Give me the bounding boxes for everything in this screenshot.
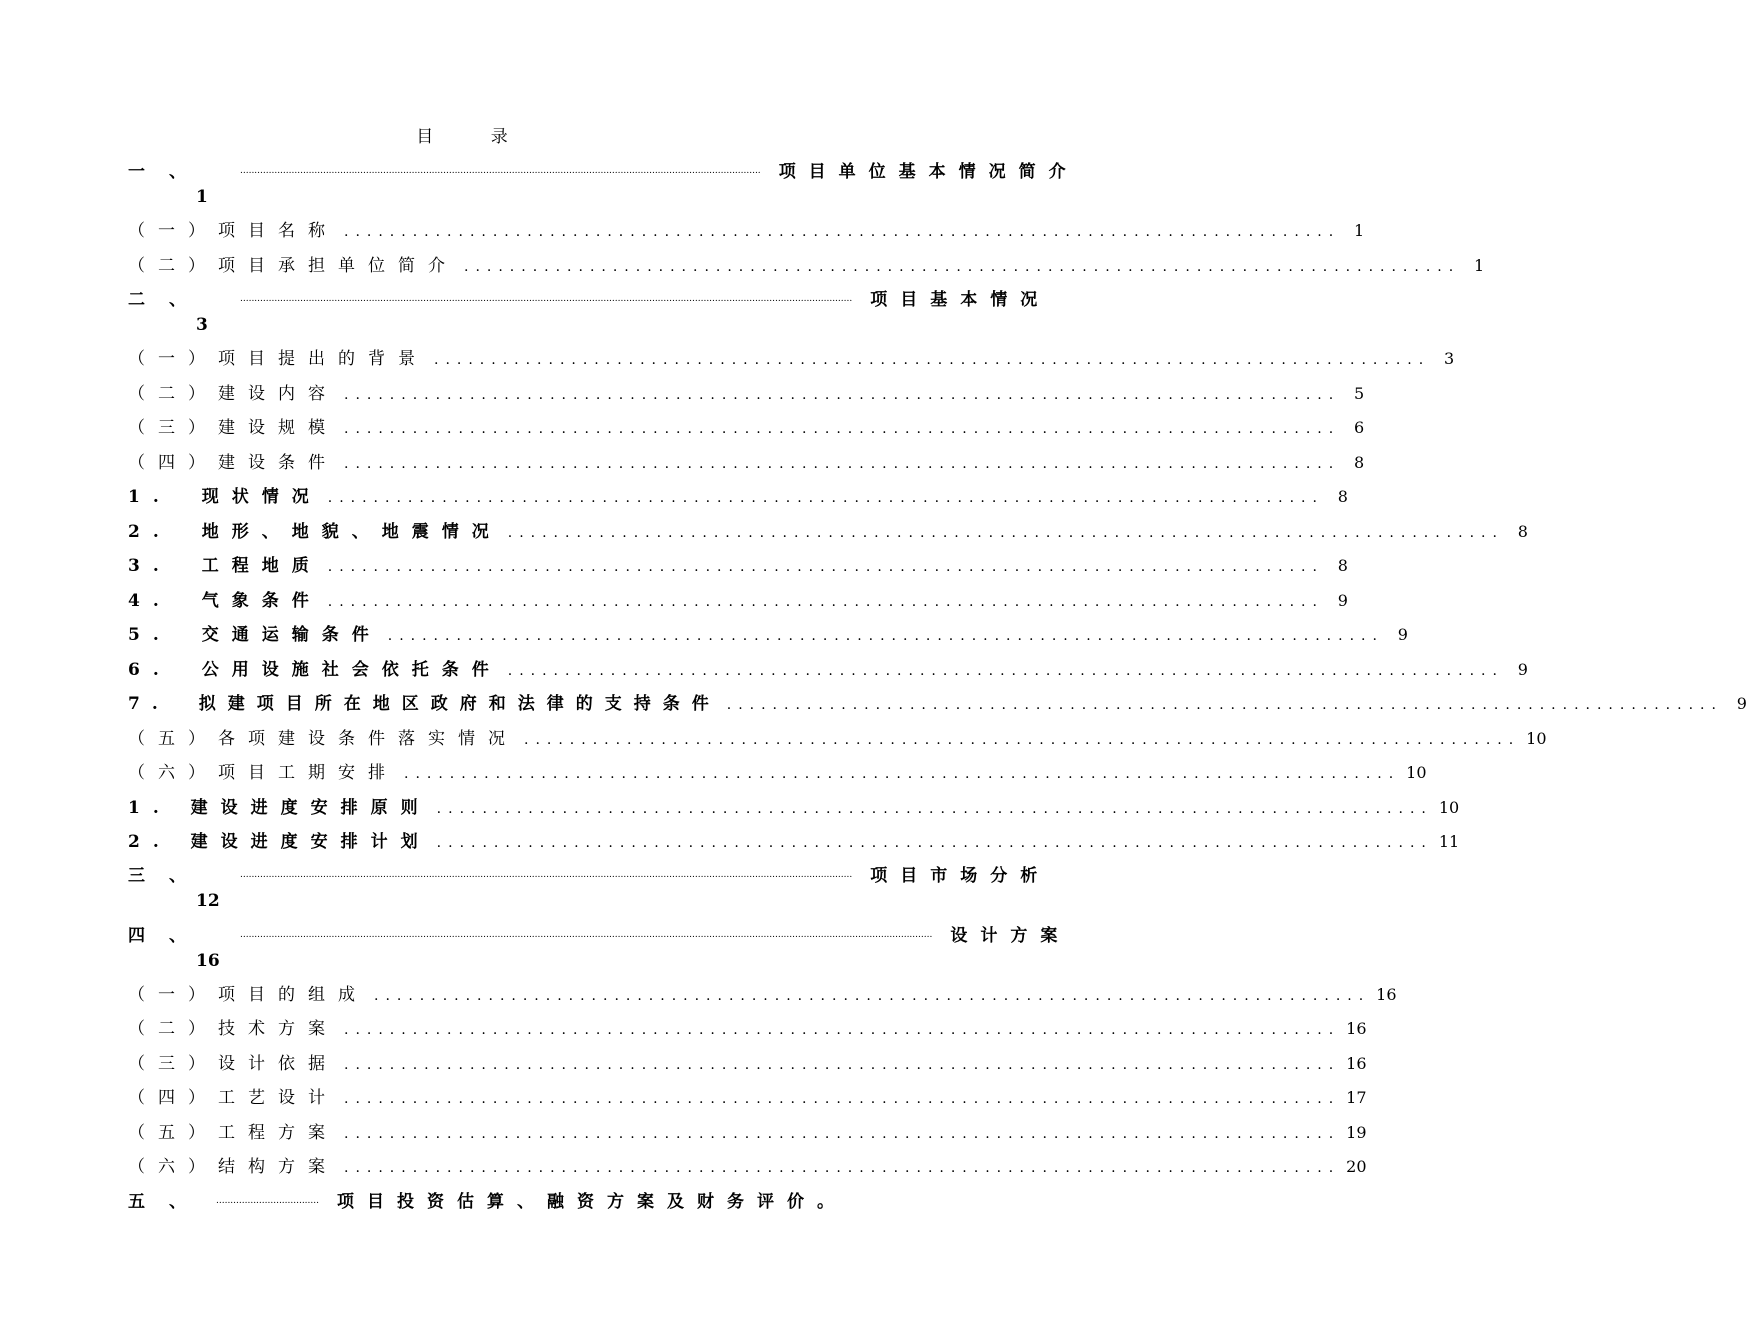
toc-page-number: 8 bbox=[1337, 487, 1348, 506]
toc-entry[interactable] bbox=[128, 1086, 1367, 1110]
toc-entry-label: 5. 交通运输条件 bbox=[128, 625, 382, 645]
toc-entry[interactable] bbox=[128, 416, 1365, 440]
toc-page-number: 10 bbox=[1406, 763, 1427, 782]
toc-entry[interactable] bbox=[128, 451, 1365, 475]
toc-page-number: 9 bbox=[1337, 591, 1348, 610]
toc-entry[interactable] bbox=[128, 1190, 847, 1214]
toc-leader-dots: ....................................................................................... bbox=[344, 1057, 1341, 1073]
toc-entry[interactable] bbox=[128, 830, 1460, 854]
toc-entry[interactable] bbox=[128, 254, 1485, 278]
toc-page-number: 8 bbox=[1337, 556, 1348, 575]
toc-entry-label: （一）项目提出的背景 bbox=[128, 349, 428, 369]
toc-entry-label: 2. 地形、地貌、地震情况 bbox=[128, 522, 502, 542]
toc-page-number: 10 bbox=[1438, 798, 1460, 817]
toc-page-number: 9 bbox=[1517, 660, 1528, 679]
toc-entry-label: 1. 建设进度安排原则 bbox=[128, 798, 431, 818]
toc-entry-label: （三）建设规模 bbox=[128, 418, 338, 438]
toc-page-number: 12 bbox=[196, 891, 220, 911]
toc-page-number: 17 bbox=[1346, 1088, 1367, 1107]
toc-entry[interactable] bbox=[128, 1121, 1367, 1145]
toc-entry[interactable] bbox=[128, 219, 1365, 243]
toc-entry[interactable] bbox=[128, 485, 1348, 509]
toc-page-number: 1 bbox=[196, 187, 208, 207]
toc-entry[interactable] bbox=[128, 623, 1408, 647]
toc-entry[interactable] bbox=[128, 1155, 1367, 1179]
toc-leader-dots: ....................................................................................... bbox=[436, 801, 1433, 817]
toc-leader-dots: ....................................................................................... bbox=[726, 697, 1723, 713]
toc-page-number: 10 bbox=[1526, 729, 1547, 748]
toc-page-number: 6 bbox=[1353, 418, 1365, 437]
toc-page-number: 3 bbox=[196, 315, 208, 335]
toc-leader-dots: ...................................................................................................................................................................................................................... bbox=[240, 294, 853, 304]
toc-entry-label: 3. 工程地质 bbox=[128, 556, 322, 576]
toc-entry-label: 1. 现状情况 bbox=[128, 487, 322, 507]
toc-entry[interactable] bbox=[128, 924, 1071, 948]
toc-page-number: 16 bbox=[196, 951, 220, 971]
toc-leader-dots: ....................................................................................... bbox=[524, 732, 1521, 748]
toc-entry-label: （四）工艺设计 bbox=[128, 1088, 338, 1108]
toc-page-number: 16 bbox=[1376, 985, 1397, 1004]
toc-page-number: 5 bbox=[1353, 384, 1365, 403]
toc-entry-label: （三）设计依据 bbox=[128, 1054, 338, 1074]
toc-leader-dots: ....................................................................................... bbox=[507, 663, 1504, 679]
toc-leader-dots: ....................................................................................... bbox=[327, 559, 1324, 575]
toc-leader-dots: ....................................................................................... bbox=[344, 421, 1341, 437]
toc-entry-label: （二）技术方案 bbox=[128, 1019, 338, 1039]
toc-page-number: 9 bbox=[1397, 625, 1408, 644]
toc-leader-dots: ....................................................................................... bbox=[344, 1091, 1341, 1107]
toc-page-number: 8 bbox=[1517, 522, 1528, 541]
toc-leader-dots: ....................................................................................... bbox=[327, 490, 1324, 506]
toc-entry-label: （一）项目名称 bbox=[128, 221, 338, 241]
toc-leader-dots: ....................................................................................... bbox=[434, 352, 1431, 368]
toc-entry-label: 项目市场分析 bbox=[870, 866, 1051, 886]
toc-entry[interactable] bbox=[128, 160, 1079, 184]
toc-entry[interactable] bbox=[128, 1052, 1367, 1076]
toc-entry[interactable] bbox=[128, 796, 1460, 820]
toc-entry[interactable] bbox=[128, 761, 1427, 785]
toc-entry-number: 一、 bbox=[128, 162, 210, 182]
toc-leader-dots: ....................................................................................... bbox=[436, 835, 1433, 851]
toc-leader-dots: ....................................................................................... bbox=[464, 259, 1461, 275]
toc-entry-label: 项目单位基本情况简介 bbox=[778, 162, 1079, 182]
toc-entry[interactable] bbox=[128, 658, 1528, 682]
toc-entry[interactable] bbox=[128, 589, 1348, 613]
toc-page-number: 19 bbox=[1346, 1123, 1367, 1142]
toc-leader-dots: ....................................................................................... bbox=[387, 628, 1384, 644]
toc-leader-dots: ....................................................................................... bbox=[404, 766, 1401, 782]
toc-page-number: 3 bbox=[1443, 349, 1455, 368]
toc-leader-dots: ....................................................................................... bbox=[344, 387, 1341, 403]
toc-entry[interactable] bbox=[128, 1017, 1367, 1041]
toc-leader-dots: ....................................................................................... bbox=[344, 1022, 1341, 1038]
toc-leader-dots: .................................... bbox=[216, 1196, 319, 1206]
toc-entry[interactable] bbox=[128, 288, 1051, 312]
toc-page-number: 1 bbox=[1473, 256, 1485, 275]
toc-leader-dots: ...................................................................................................................................................................................... bbox=[240, 166, 761, 176]
toc-leader-dots: ...................................................................................................................................................................................................................... bbox=[240, 870, 853, 880]
toc-entry[interactable] bbox=[128, 864, 1051, 888]
toc-page-number: 9 bbox=[1736, 694, 1747, 713]
toc-entry-label: 6. 公用设施社会依托条件 bbox=[128, 660, 502, 680]
toc-entry-label: 设计方案 bbox=[950, 926, 1071, 946]
toc-entry-number: 四、 bbox=[128, 926, 210, 946]
toc-entry[interactable] bbox=[128, 983, 1397, 1007]
toc-entry-label: （二）项目承担单位简介 bbox=[128, 256, 458, 276]
toc-entry-label: 项目基本情况 bbox=[870, 290, 1051, 310]
toc-entry-label: 7. 拟建项目所在地区政府和法律的支持条件 bbox=[128, 694, 721, 714]
toc-page-number: 1 bbox=[1353, 221, 1365, 240]
toc-leader-dots: ....................................................................................... bbox=[327, 594, 1324, 610]
toc-leader-dots: .................................................................................................................................................................................................................................................. bbox=[240, 930, 933, 940]
toc-entry-label: （二）建设内容 bbox=[128, 384, 338, 404]
toc-entry-number: 二、 bbox=[128, 290, 210, 310]
toc-page-number: 16 bbox=[1346, 1019, 1367, 1038]
toc-page-number: 8 bbox=[1353, 453, 1365, 472]
toc-entry-label: （五）各项建设条件落实情况 bbox=[128, 729, 518, 749]
toc-entry[interactable] bbox=[128, 554, 1348, 578]
toc-entry-label: （五）工程方案 bbox=[128, 1123, 338, 1143]
toc-leader-dots: ....................................................................................... bbox=[344, 456, 1341, 472]
toc-entry-label: 4. 气象条件 bbox=[128, 591, 322, 611]
toc-entry-number: 五、 bbox=[128, 1192, 210, 1212]
toc-entry-number: 三、 bbox=[128, 866, 210, 886]
toc-entry-label: 2. 建设进度安排计划 bbox=[128, 832, 431, 852]
toc-page-number: 11 bbox=[1438, 832, 1460, 851]
toc-entry[interactable] bbox=[128, 692, 1747, 716]
toc-page-number: 20 bbox=[1346, 1157, 1367, 1176]
toc-entry[interactable] bbox=[128, 347, 1455, 371]
toc-leader-dots: ....................................................................................... bbox=[344, 1160, 1341, 1176]
toc-entry[interactable] bbox=[128, 520, 1528, 544]
toc-title: 目 录 bbox=[416, 127, 534, 147]
toc-entry-label: （六）结构方案 bbox=[128, 1157, 338, 1177]
toc-leader-dots: ....................................................................................... bbox=[507, 525, 1504, 541]
toc-leader-dots: ....................................................................................... bbox=[374, 988, 1371, 1004]
toc-entry[interactable] bbox=[128, 727, 1547, 751]
toc-leader-dots: ....................................................................................... bbox=[344, 224, 1341, 240]
toc-entry-label: 项目投资估算、融资方案及财务评价。 bbox=[337, 1192, 847, 1212]
toc-entry-label: （一）项目的组成 bbox=[128, 985, 368, 1005]
toc-leader-dots: ....................................................................................... bbox=[344, 1126, 1341, 1142]
toc-entry-label: （四）建设条件 bbox=[128, 453, 338, 473]
toc-page-number: 16 bbox=[1346, 1054, 1367, 1073]
toc-entry-label: （六）项目工期安排 bbox=[128, 763, 398, 783]
toc-entry[interactable] bbox=[128, 382, 1365, 406]
